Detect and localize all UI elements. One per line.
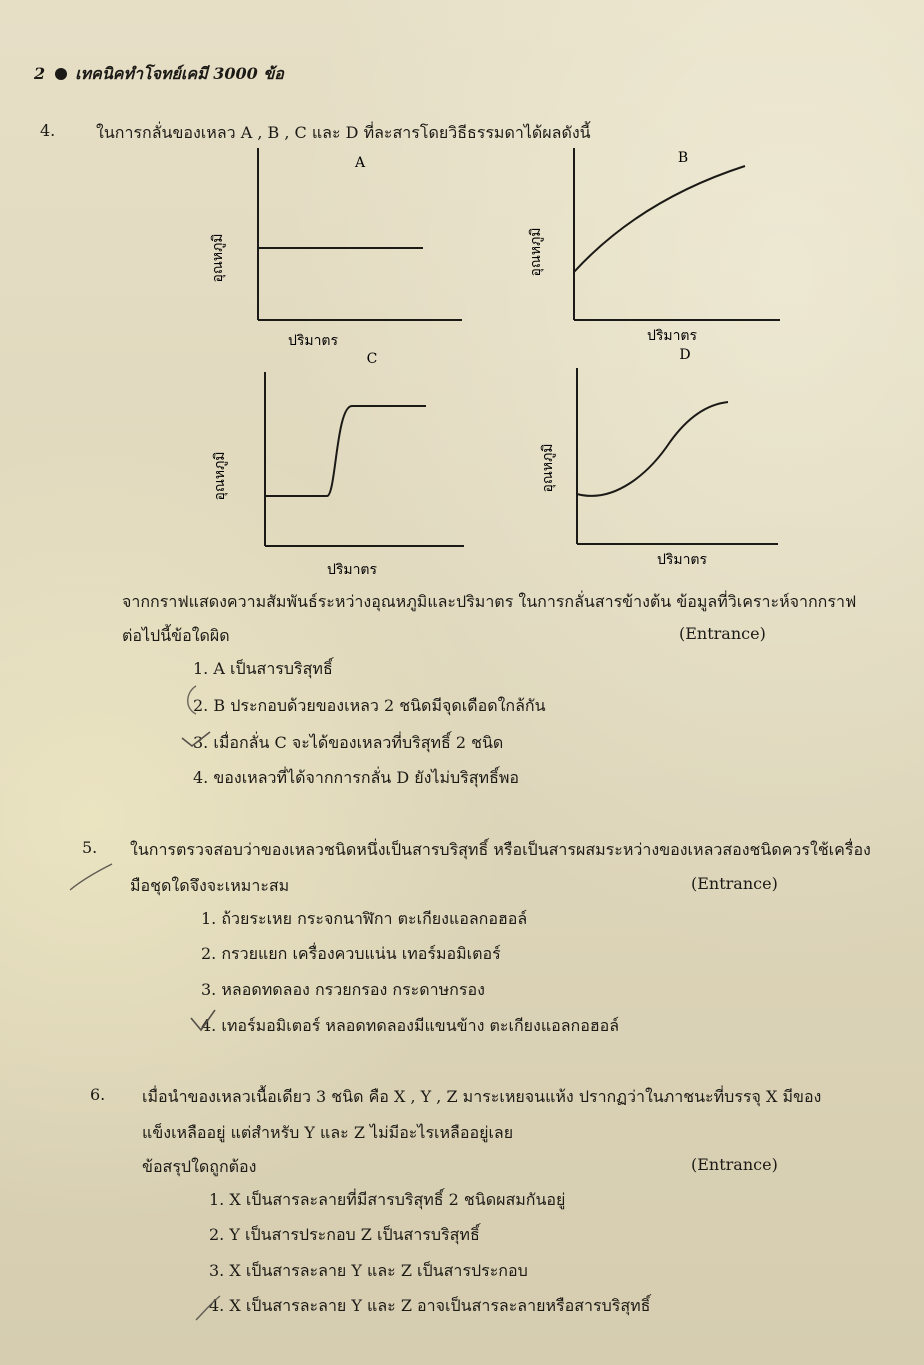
graph-d-curve <box>577 402 728 496</box>
q5-choice-3: 3. หลอดทดลอง กรวยกรอง กระดาษกรอง <box>201 980 485 999</box>
graph-c-xlabel: ปริมาตร <box>326 562 378 578</box>
pencil-circle-mark <box>188 686 196 714</box>
book-title: เทคนิคทำโจทย์เคมี 3000 ข้อ <box>75 64 284 83</box>
graph-d <box>510 342 810 574</box>
q5-line2: มือชุดใดจึงจะเหมาะสม <box>130 876 290 895</box>
q6-line2: แข็งเหลืออยู่ แต่สำหรับ Y และ Z ไม่มีอะไรเหลืออยู่เลย <box>142 1123 514 1142</box>
q6-line1: เมื่อนำของเหลวเนื้อเดียว 3 ชนิด คือ X , Y , Z มาระเหยจนแห้ง ปรากฏว่าในภาชนะที่บรรจุ X มีของ <box>142 1087 822 1106</box>
q6-choice-4: 4. X เป็นสารละลาย Y และ Z อาจเป็นสารละลายหรือสารบริสุทธิ์ <box>209 1296 651 1315</box>
graph-c <box>190 348 490 580</box>
graph-b <box>510 140 810 355</box>
q6-choice-1: 1. X เป็นสารละลายที่มีสารบริสุทธิ์ 2 ชนิดผสมกันอยู่ <box>209 1190 566 1209</box>
graph-b-xlabel: ปริมาตร <box>646 328 698 344</box>
q4-stem-line2: ต่อไปนี้ข้อใดผิด <box>122 626 230 645</box>
q5-choice-4: 4. เทอร์มอมิเตอร์ หลอดทดลองมีแขนข้าง ตะเกียงแอลกอฮอล์ <box>201 1016 620 1035</box>
q5-choice-2: 2. กรวยแยก เครื่องควบแน่น เทอร์มอมิเตอร์ <box>201 944 501 963</box>
graph-b-curve <box>574 166 745 272</box>
graph-a-xlabel: ปริมาตร <box>287 333 339 349</box>
graph-a-label: A <box>354 155 366 171</box>
pencil-mark-q4 <box>170 680 230 760</box>
graph-c-curve <box>265 406 426 496</box>
graph-a <box>190 140 490 355</box>
q4-choice-3: 3. เมื่อกลั่น C จะได้ของเหลวที่บริสุทธิ์ 2 ชนิด <box>193 733 504 752</box>
page-header <box>34 62 284 87</box>
q4-number: 4. <box>40 121 56 140</box>
pencil-mark-q5-margin <box>60 858 120 898</box>
q5-choice-1: 1. ถ้วยระเหย กระจกนาฬิกา ตะเกียงแอลกอฮอล์ <box>201 909 528 928</box>
pencil-mark-q6-choice <box>190 1290 230 1330</box>
graph-d-xlabel: ปริมาตร <box>656 552 708 568</box>
graph-c-ylabel: อุณหภูมิ <box>212 451 228 501</box>
pencil-stroke-mark <box>196 1296 220 1320</box>
pencil-check-mark <box>182 732 210 746</box>
q4-stem-line1: จากกราฟแสดงความสัมพันธ์ระหว่างอุณหภูมิและปริมาตร ในการกลั่นสารข้างต้น ข้อมูลที่วิเคราะห์จากกราฟ <box>122 592 857 611</box>
pencil-stroke-mark <box>70 864 112 890</box>
q5-source: (Entrance) <box>691 874 778 893</box>
q4-choice-2: 2. B ประกอบด้วยของเหลว 2 ชนิดมีจุดเดือดใกล้กัน <box>193 696 546 715</box>
bullet-icon <box>55 68 67 80</box>
pencil-check-mark <box>191 1010 215 1030</box>
graph-b-ylabel: อุณหภูมิ <box>528 227 544 277</box>
q6-number: 6. <box>90 1085 106 1104</box>
graph-b-label: B <box>677 150 689 166</box>
page-number: 2 <box>34 64 46 83</box>
q5-line1: ในการตรวจสอบว่าของเหลวชนิดหนึ่งเป็นสารบริสุทธิ์ หรือเป็นสารผสมระหว่างของเหลวสองชนิดควรใช้เครื่อง <box>130 840 871 859</box>
q4-choice-4: 4. ของเหลวที่ได้จากการกลั่น D ยังไม่บริสุทธิ์พอ <box>193 768 520 787</box>
q6-source: (Entrance) <box>691 1155 778 1174</box>
graph-c-label: C <box>366 351 378 367</box>
q4-source: (Entrance) <box>679 624 766 643</box>
graph-a-ylabel: อุณหภูมิ <box>210 233 226 283</box>
q6-line3: ข้อสรุปใดถูกต้อง <box>142 1157 257 1176</box>
q5-number: 5. <box>82 838 98 857</box>
graph-d-label: D <box>679 347 691 363</box>
graph-d-ylabel: อุณหภูมิ <box>540 443 556 493</box>
q4-text: ในการกลั่นของเหลว A , B , C และ D ที่ละสารโดยวิธีธรรมดาได้ผลดังนี้ <box>96 123 591 142</box>
q4-choice-1: 1. A เป็นสารบริสุทธิ์ <box>193 659 333 678</box>
q6-choice-2: 2. Y เป็นสารประกอบ Z เป็นสารบริสุทธิ์ <box>209 1225 480 1244</box>
pencil-mark-q5-choice <box>185 1000 225 1040</box>
q6-choice-3: 3. X เป็นสารละลาย Y และ Z เป็นสารประกอบ <box>209 1261 528 1280</box>
